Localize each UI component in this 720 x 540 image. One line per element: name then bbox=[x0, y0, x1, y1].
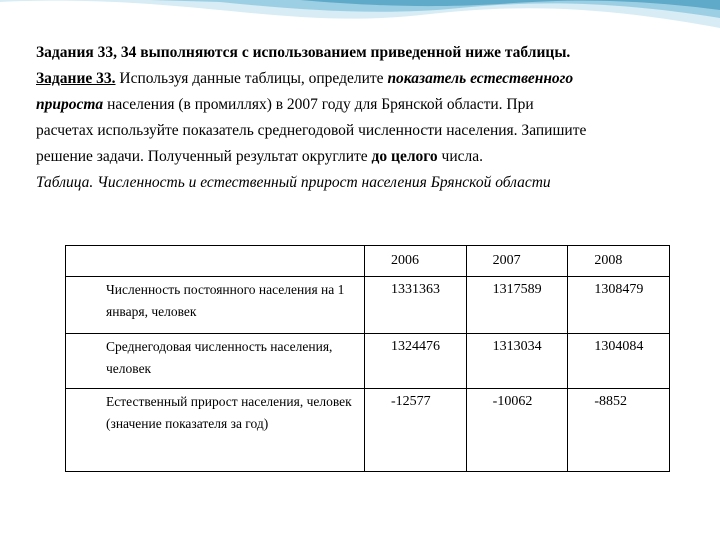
header-year-2007: 2007 bbox=[466, 246, 568, 277]
cell-value: 1324476 bbox=[365, 334, 467, 389]
task-line-4: расчетах используйте показатель среднегодовой численности населения. Запишите bbox=[36, 122, 587, 139]
task-label: Задание 33. bbox=[36, 70, 116, 87]
cell-value: 1304084 bbox=[568, 334, 670, 389]
cell-value: 1313034 bbox=[466, 334, 568, 389]
cell-value: -10062 bbox=[466, 389, 568, 472]
cell-value: 1308479 bbox=[568, 277, 670, 334]
table-caption: Таблица. Численность и естественный прирост населения Брянской области bbox=[36, 174, 551, 191]
task-line-2: Задание 33. Используя данные таблицы, определите показатель естественного bbox=[36, 70, 574, 87]
population-table bbox=[65, 245, 670, 472]
header-empty-cell bbox=[66, 246, 365, 277]
cell-value: -12577 bbox=[365, 389, 467, 472]
table-row bbox=[66, 334, 670, 389]
table-row bbox=[66, 277, 670, 334]
header-year-2008: 2008 bbox=[568, 246, 670, 277]
table-header-row bbox=[66, 246, 670, 277]
cell-value: -8852 bbox=[568, 389, 670, 472]
task-line-3: прироста населения (в промиллях) в 2007 году для Брянской области. При bbox=[36, 96, 534, 113]
cell-value: 1317589 bbox=[466, 277, 568, 334]
row-label: Естественный прирост населения, человек (значение показателя за год) bbox=[66, 389, 365, 472]
table-row bbox=[66, 389, 670, 472]
header-year-2006: 2006 bbox=[365, 246, 467, 277]
row-label: Численность постоянного населения на 1 января, человек bbox=[66, 277, 365, 334]
intro-line: Задания 33, 34 выполняются с использованием приведенной ниже таблицы. bbox=[36, 44, 571, 61]
task-text bbox=[36, 40, 696, 196]
row-label: Среднегодовая численность населения, человек bbox=[66, 334, 365, 389]
cell-value: 1331363 bbox=[365, 277, 467, 334]
task-line-5: решение задачи. Полученный результат округлите до целого числа. bbox=[36, 148, 484, 165]
